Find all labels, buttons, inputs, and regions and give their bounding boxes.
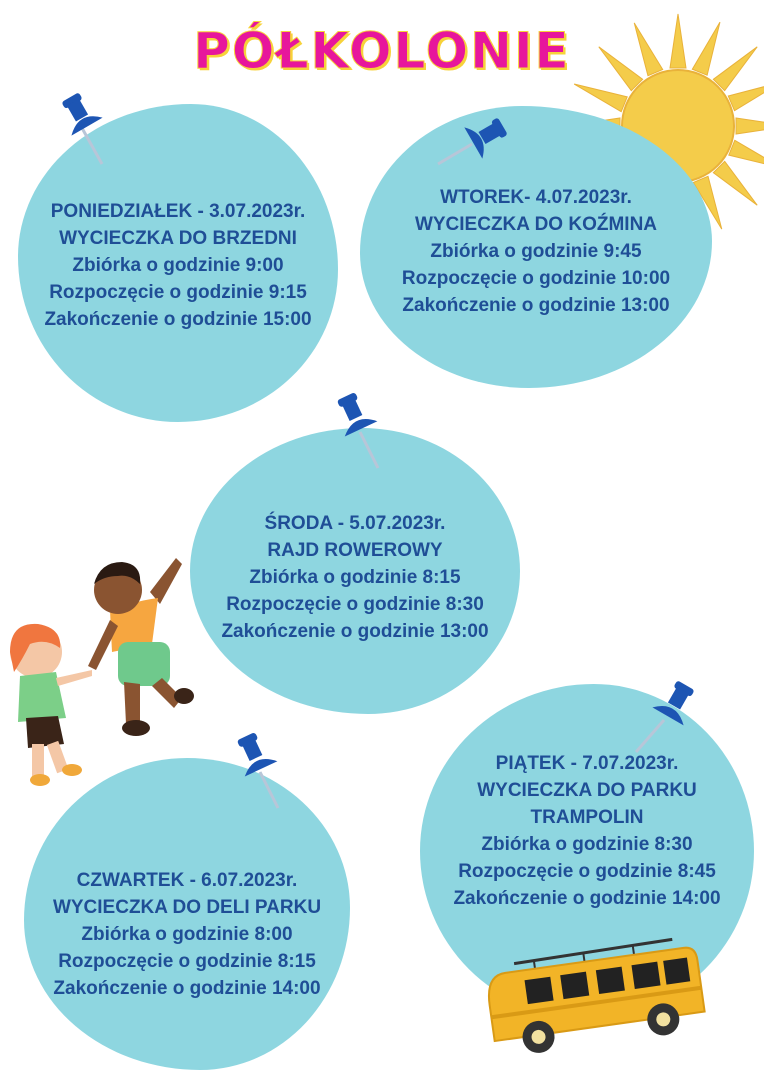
end-time: Zakończenie o godzinie 14:00: [453, 888, 721, 909]
day-heading: WTOREK- 4.07.2023r.: [440, 186, 632, 208]
day-card-tuesday: [360, 106, 712, 388]
gathering-time: Zbiórka o godzinie 9:45: [430, 240, 642, 262]
gathering-time: Zbiórka o godzinie 8:30: [481, 834, 693, 855]
start-time: Rozpoczęcie o godzinie 8:30: [226, 593, 484, 615]
push-pin-icon: [432, 110, 516, 170]
start-time: Rozpoczęcie o godzinie 10:00: [401, 267, 671, 289]
push-pin-icon: [52, 88, 112, 168]
event-name: RAJD ROWEROWY: [267, 539, 443, 561]
push-pin-icon: [326, 388, 386, 472]
event-name-line1: WYCIECZKA DO PARKU: [477, 780, 697, 801]
day-heading: PONIEDZIAŁEK - 3.07.2023r.: [50, 200, 306, 222]
children-illustration: [0, 548, 200, 788]
gathering-time: Zbiórka o godzinie 9:00: [72, 254, 284, 276]
event-name: WYCIECZKA DO KOŹMINA: [414, 213, 658, 235]
event-name: WYCIECZKA DO BRZEDNI: [59, 227, 297, 249]
event-name: WYCIECZKA DO DELI PARKU: [52, 896, 322, 918]
start-time: Rozpoczęcie o godzinie 8:45: [458, 861, 716, 882]
start-time: Rozpoczęcie o godzinie 9:15: [49, 281, 307, 303]
day-heading: PIĄTEK - 7.07.2023r.: [495, 753, 679, 774]
start-time: Rozpoczęcie o godzinie 8:15: [58, 950, 316, 972]
push-pin-icon: [630, 676, 706, 756]
end-time: Zakończenie o godzinie 14:00: [53, 977, 321, 999]
page-title: PÓŁKOLONIE: [193, 22, 571, 80]
end-time: Zakończenie o godzinie 13:00: [402, 294, 670, 316]
day-card-thursday: [24, 758, 350, 1070]
school-bus-illustration: [480, 930, 720, 1060]
day-heading: CZWARTEK - 6.07.2023r.: [76, 869, 298, 891]
end-time: Zakończenie o godzinie 13:00: [221, 620, 489, 642]
push-pin-icon: [226, 728, 286, 812]
event-name-line2: TRAMPOLIN: [530, 807, 644, 828]
gathering-time: Zbiórka o godzinie 8:15: [249, 566, 461, 588]
end-time: Zakończenie o godzinie 15:00: [44, 308, 312, 330]
day-heading: ŚRODA - 5.07.2023r.: [264, 512, 446, 534]
gathering-time: Zbiórka o godzinie 8:00: [81, 923, 293, 945]
